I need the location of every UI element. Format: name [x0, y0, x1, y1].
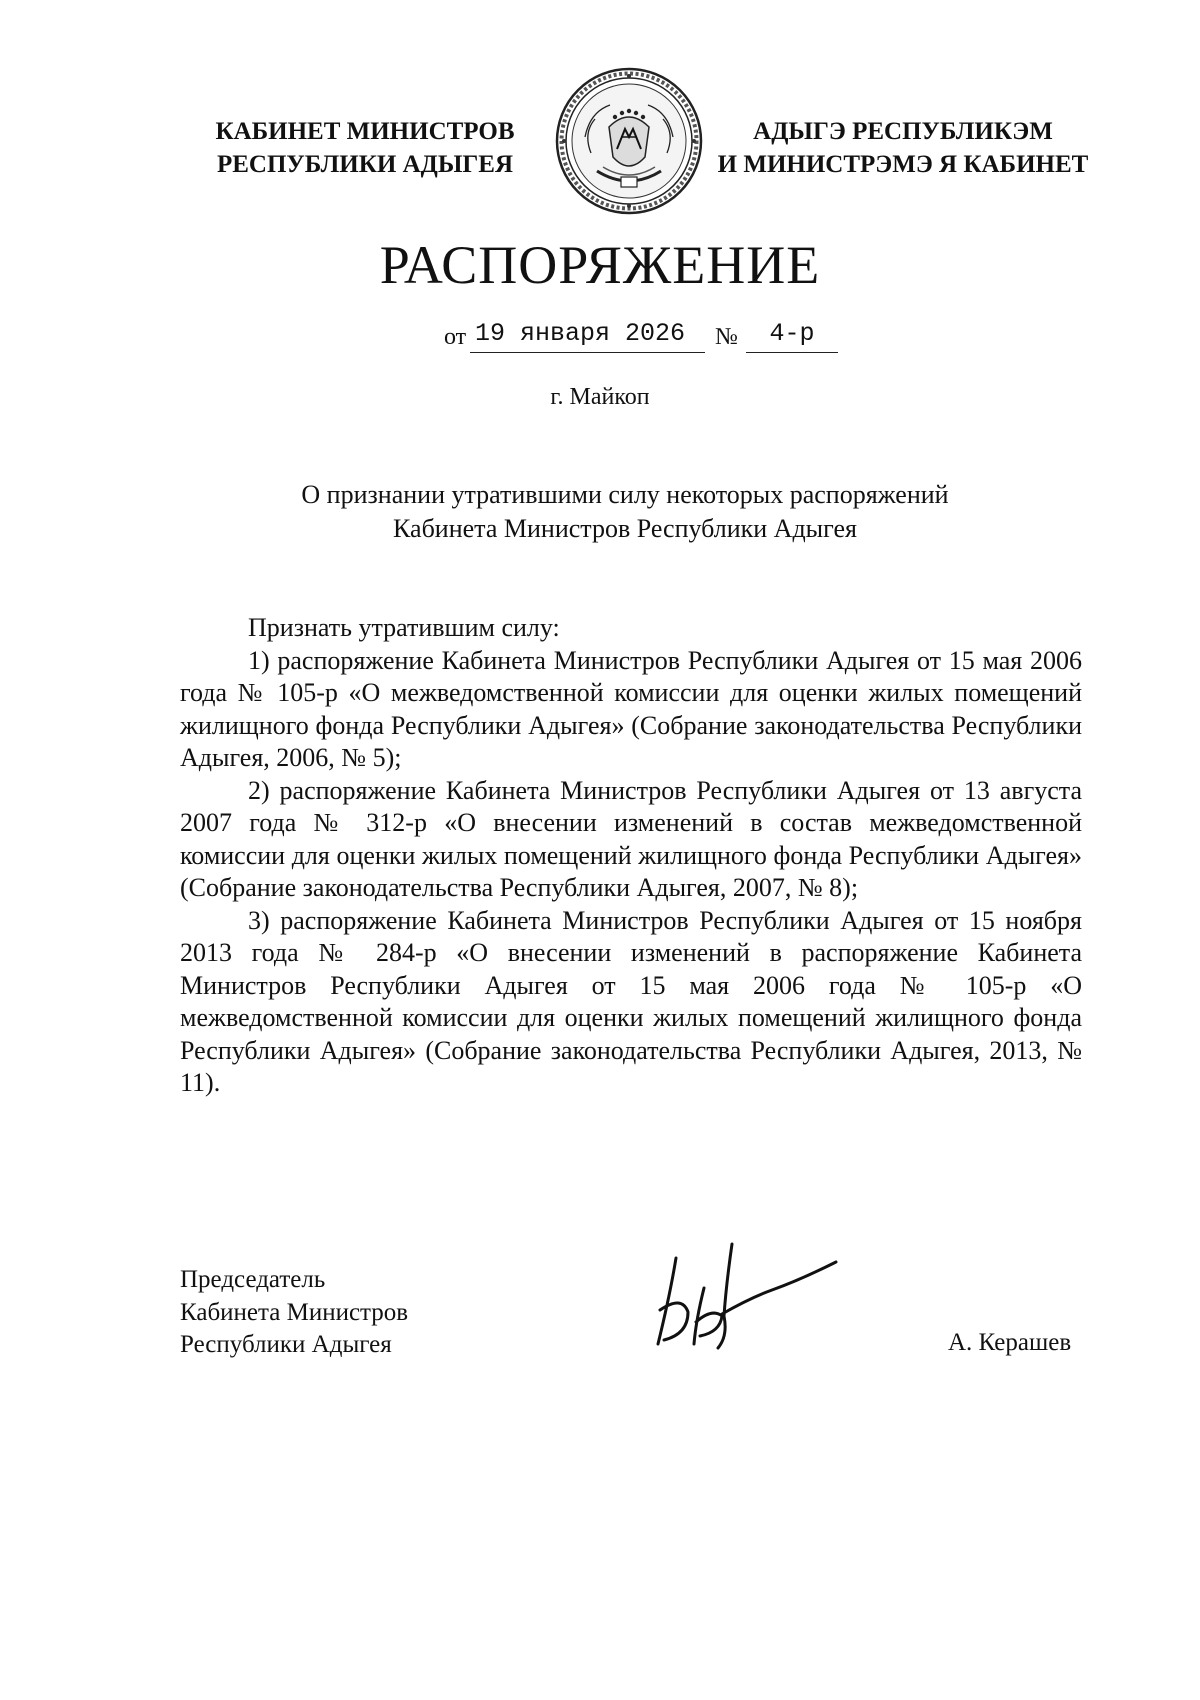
date-prefix: от [444, 324, 467, 350]
body-item-2: 2) распоряжение Кабинета Министров Республики Адыгея от 13 августа 2007 года № 312-р «О внесении изменений в состав межведомственной комиссии для оценки жилых помещений жилищного фонда Республики Адыгея» (Собрание законодательства Республики Адыгея, 2007, № 8); [180, 775, 1082, 902]
title-line2: Кабинета Министров Республики Адыгея [393, 514, 857, 543]
body-item-3: 3) распоряжение Кабинета Министров Республики Адыгея от 15 ноября 2013 года № 284-р «О внесении изменений в распоряжение Кабинета Министров Республики Адыгея от 15 мая 2006 года № 105-р «О межведомственной комиссии для оценки жилых помещений жилищного фонда Республики Адыгея» (Собрание законодательства Республики Адыгея, 2013, № 11). [180, 905, 1082, 1097]
document-type-heading: РАСПОРЯЖЕНИЕ [379, 235, 821, 295]
signer-name: А. Керашев [948, 1329, 1072, 1356]
signer-position-line3: Республики Адыгея [180, 1331, 392, 1358]
number-underline [746, 352, 838, 353]
signer-position-line1: Председатель [180, 1266, 326, 1293]
date-underline [470, 352, 705, 353]
number-prefix: № [715, 324, 738, 350]
signer-position-line2: Кабинета Министров [180, 1298, 409, 1326]
header-left [200, 115, 530, 181]
date-number-line [0, 318, 1200, 358]
handwritten-signature-icon [640, 1240, 840, 1355]
header-left-line2: РЕСПУБЛИКИ АДЫГЕЯ [216, 151, 514, 178]
body-item-1: 1) распоряжение Кабинета Министров Республики Адыгея от 15 мая 2006 года № 105-р «О межведомственной комиссии для оценки жилых помещений жилищного фонда Республики Адыгея» (Собрание законодательства Республики Адыгея, 2006, № 5); [180, 645, 1082, 772]
document-date: 19 января 2026 [474, 319, 686, 348]
header-right-line1: АДЫГЭ РЕСПУБЛИКЭМ [753, 118, 1053, 145]
document-body [180, 612, 1082, 1100]
coat-of-arms-adygea-icon [555, 67, 703, 215]
document-title [0, 478, 1200, 546]
header-left-line1: КАБИНЕТ МИНИСТРОВ [215, 118, 515, 145]
signer-position [180, 1264, 408, 1362]
document-number: 4-р [769, 319, 815, 348]
header-right [698, 115, 1108, 181]
title-line1: О признании утратившими силу некоторых распоряжений [301, 480, 949, 509]
body-intro: Признать утратившим силу: [248, 613, 560, 642]
city-line: г. Майкоп [550, 384, 650, 410]
header-right-line2: И МИНИСТРЭМЭ Я КАБИНЕТ [717, 151, 1089, 178]
